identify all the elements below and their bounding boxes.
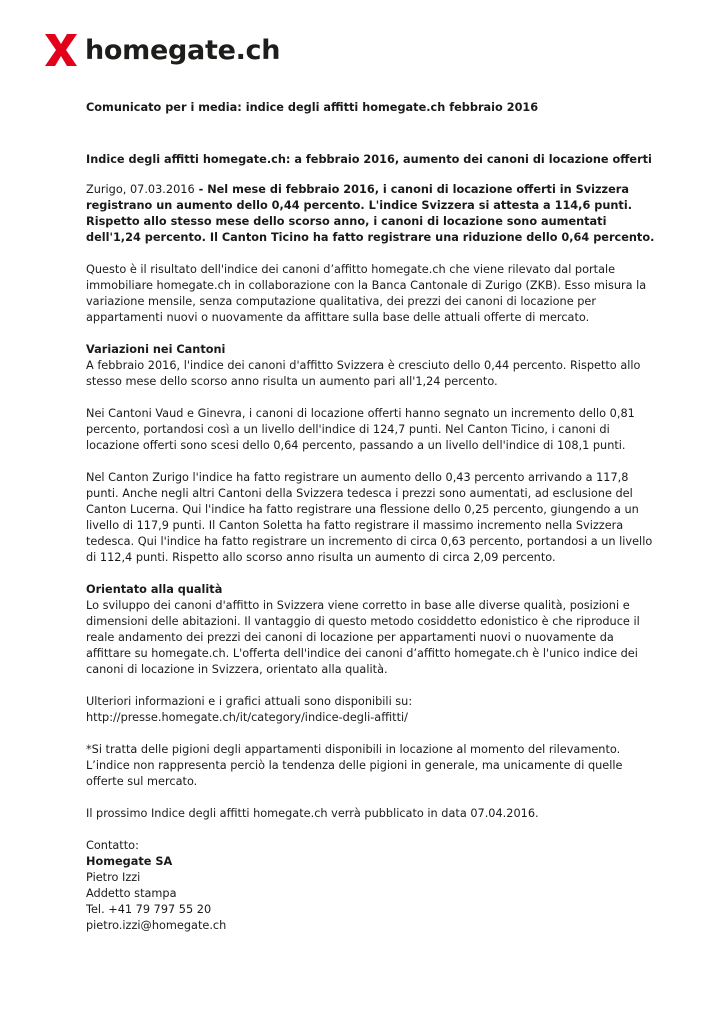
- contact-company: Homegate SA: [86, 855, 173, 868]
- contact-label: Contatto:: [86, 839, 139, 852]
- homegate-logo: [43, 28, 280, 72]
- contact-role: Addetto stampa: [86, 887, 177, 900]
- next-publication: Il prossimo Indice degli affitti homegate.ch verrà pubblicato in data 07.04.2016.: [86, 807, 539, 820]
- lead-text: - Nel mese di febbraio 2016, i canoni di locazione offerti in Svizzera registrano un aumento dello 0,44 percento. L'indice Svizzera si attesta a 114,6 punti. Rispetto allo stesso mese dello scorso anno, i canoni di locazione sono aumentati dell'1,24 percento. Il Canton Ticino ha fatto registrare una riduzione dello 0,64 percento.: [86, 183, 655, 244]
- dateline: Zurigo, 07.03.2016: [86, 183, 195, 196]
- press-release-body: [86, 100, 658, 934]
- result-paragraph: Questo è il risultato dell'indice dei canoni d’affitto homegate.ch che viene rilevato dal portale immobiliare homegate.ch in collaborazione con la Banca Cantonale di Zurigo (ZKB). Esso misura la variazione mensile, senza computazione qualitativa, dei prezzi dei canoni di locazione per appartamenti nuovi o nuovamente da affittare sulla base delle attuali offerte di mercato.: [86, 263, 647, 324]
- contact-email: pietro.izzi@homegate.ch: [86, 919, 227, 932]
- release-title: Comunicato per i media: indice degli affitti homegate.ch febbraio 2016: [86, 101, 539, 114]
- contact-phone: Tel. +41 79 797 55 20: [86, 903, 212, 916]
- cantons-paragraph-1: A febbraio 2016, l'indice dei canoni d'affitto Svizzera è cresciuto dello 0,44 percento. Rispetto allo stesso mese dello scorso anno risulta un aumento pari all'1,24 percento.: [86, 359, 641, 388]
- homegate-x-icon: [43, 32, 79, 68]
- section-heading-quality: Orientato alla qualità: [86, 583, 223, 596]
- section-heading-cantons: Variazioni nei Cantoni: [86, 343, 226, 356]
- cantons-paragraph-2: Nei Cantoni Vaud e Ginevra, i canoni di locazione offerti hanno segnato un incremento dello 0,81 percento, portandosi così a un livello dell'indice di 124,7 punti. Nel Canton Ticino, i canoni di locazione offerti sono scesi dello 0,64 percento, passando a un livello dell'indice di 108,1 punti.: [86, 407, 635, 452]
- intro-paragraph: [86, 182, 658, 246]
- cantons-paragraph-3: Nel Canton Zurigo l'indice ha fatto registrare un aumento dello 0,43 percento arrivando a 117,8 punti. Anche negli altri Cantoni della Svizzera tedesca i prezzi sono aumentati, ad esclusione del Canton Lucerna. Qui l'indice ha fatto registrare una flessione dello 0,25 percento, giungendo a un livello di 117,9 punti. Il Canton Soletta ha fatto registrare il massimo incremento nella Svizzera tedesca. Qui l'indice ha fatto registrare un incremento di circa 0,63 percento, portandosi a un livello di 112,4 punti. Rispetto allo scorso anno risulta un aumento di circa 2,09 percento.: [86, 471, 653, 564]
- quality-paragraph: Lo sviluppo dei canoni d'affitto in Svizzera viene corretto in base alle diverse qualità, posizioni e dimensioni delle abitazioni. Il vantaggio di questo metodo cosiddetto edonistico è che riproduce il reale andamento dei prezzi dei canoni di locazione per appartamenti nuovi o nuovamente da affittare su homegate.ch. L'offerta dell'indice dei canoni d’affitto homegate.ch è l'unico indice dei canoni di locazione in Svizzera, orientato alla qualità.: [86, 599, 640, 676]
- contact-block: [86, 838, 658, 934]
- footnote: *Si tratta delle pigioni degli appartamenti disponibili in locazione al momento del rilevamento. L’indice non rappresenta perciò la tendenza delle pigioni in generale, ma unicamente di quelle offerte sul mercato.: [86, 743, 623, 788]
- more-info-paragraph: Ulteriori informazioni e i grafici attuali sono disponibili su: http://presse.homegate.ch/it/category/indice-degli-affitti/: [86, 695, 413, 724]
- release-headline: Indice degli affitti homegate.ch: a febbraio 2016, aumento dei canoni di locazione offerti: [86, 153, 652, 166]
- logo-wordmark: homegate.ch: [85, 34, 281, 66]
- contact-name: Pietro Izzi: [86, 871, 141, 884]
